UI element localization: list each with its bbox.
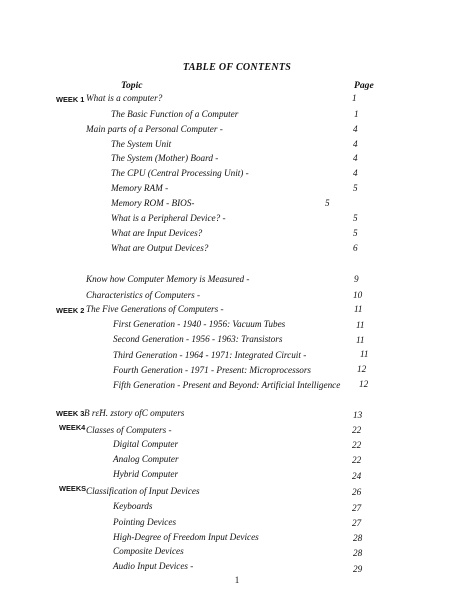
toc-page: 24 xyxy=(352,471,362,481)
toc-entry: Second Generation - 1956 - 1963: Transistors xyxy=(113,334,283,344)
toc-page: 5 xyxy=(325,198,330,208)
toc-entry: Hybrid Computer xyxy=(113,469,179,479)
toc-entry: Characteristics of Computers - xyxy=(86,290,201,300)
toc-page: 1 xyxy=(352,93,357,103)
toc-week-label: WEEK 2 xyxy=(56,306,85,315)
toc-page: 22 xyxy=(352,425,362,435)
topic-header: Topic xyxy=(121,80,143,91)
toc-page: 4 xyxy=(353,124,358,134)
toc-entry: The System Unit xyxy=(111,139,172,149)
toc-page: 5 xyxy=(353,183,358,193)
toc-week-label: WEEK 3 xyxy=(56,409,85,418)
toc-entry: Memory RAM - xyxy=(111,183,169,193)
toc-page: 12 xyxy=(357,364,367,374)
toc-page: 27 xyxy=(352,503,362,513)
toc-page: 9 xyxy=(354,274,359,284)
toc-page: 12 xyxy=(359,379,369,389)
toc-entry: First Generation - 1940 - 1956: Vacuum Tubes xyxy=(113,319,286,329)
toc-entry: The Five Generations of Computers - xyxy=(86,304,224,314)
toc-page: 5 xyxy=(353,213,358,223)
toc-entry: Fifth Generation - Present and Beyond: Artificial Intelligence xyxy=(113,380,341,390)
toc-page: 4 xyxy=(353,153,358,163)
toc-page: 28 xyxy=(353,548,363,558)
toc-entry: What are Output Devices? xyxy=(111,243,209,253)
toc-page: 13 xyxy=(353,410,363,420)
toc-entry: Third Generation - 1964 - 1971: Integrated Circuit - xyxy=(113,350,307,360)
document-title: TABLE OF CONTENTS xyxy=(182,62,292,73)
toc-entry: Classification of Input Devices xyxy=(86,486,200,496)
toc-page: 28 xyxy=(353,533,363,543)
toc-entry: What is a computer? xyxy=(86,93,163,103)
toc-entry: The Basic Function of a Computer xyxy=(111,109,239,119)
toc-week-label: WEEK 1 xyxy=(56,95,85,104)
toc-page: 29 xyxy=(353,564,363,574)
toc-entry: Classes of Computers - xyxy=(86,425,172,435)
toc-entry: What are Input Devices? xyxy=(111,228,203,238)
page-number: 1 xyxy=(234,575,240,585)
toc-page: 6 xyxy=(353,243,358,253)
page-header: Page xyxy=(354,80,374,91)
toc-page: 10 xyxy=(353,290,363,300)
toc-page: 27 xyxy=(352,518,362,528)
toc-page: 22 xyxy=(352,455,362,465)
toc-entry: Composite Devices xyxy=(113,546,184,556)
toc-page: 11 xyxy=(360,349,369,359)
toc-page: 11 xyxy=(356,335,365,345)
toc-entry: Know how Computer Memory is Measured - xyxy=(86,274,250,284)
toc-entry: Fourth Generation - 1971 - Present: Microprocessors xyxy=(113,365,312,375)
toc-page: 4 xyxy=(353,168,358,178)
toc-week-label: WEEK4 xyxy=(59,423,86,432)
toc-week-label: WEEKS xyxy=(59,484,87,493)
toc-page: 1 xyxy=(354,109,359,119)
toc-page: 11 xyxy=(354,304,363,314)
toc-entry: Digital Computer xyxy=(113,439,179,449)
toc-entry: What is a Peripheral Device? - xyxy=(111,213,226,223)
toc-entry: Keyboards xyxy=(113,501,153,511)
toc-page: 11 xyxy=(356,320,365,330)
toc-entry: B rɛ̃H. zstory ofC omputers xyxy=(84,408,185,418)
toc-entry: The System (Mother) Board - xyxy=(111,153,219,163)
toc-entry: Audio Input Devices - xyxy=(113,561,194,571)
toc-entry: Pointing Devices xyxy=(113,517,177,527)
toc-entry: The CPU (Central Processing Unit) - xyxy=(111,168,249,178)
toc-page: 26 xyxy=(352,487,362,497)
toc-page: 5 xyxy=(353,228,358,238)
toc-entry: Main parts of a Personal Computer - xyxy=(86,124,223,134)
toc-page: 22 xyxy=(352,440,362,450)
toc-entry: Analog Computer xyxy=(113,454,179,464)
toc-entry: Memory ROM - BIOS- xyxy=(111,198,195,208)
toc-page: 4 xyxy=(353,139,358,149)
toc-entry: High-Degree of Freedom Input Devices xyxy=(113,532,259,542)
